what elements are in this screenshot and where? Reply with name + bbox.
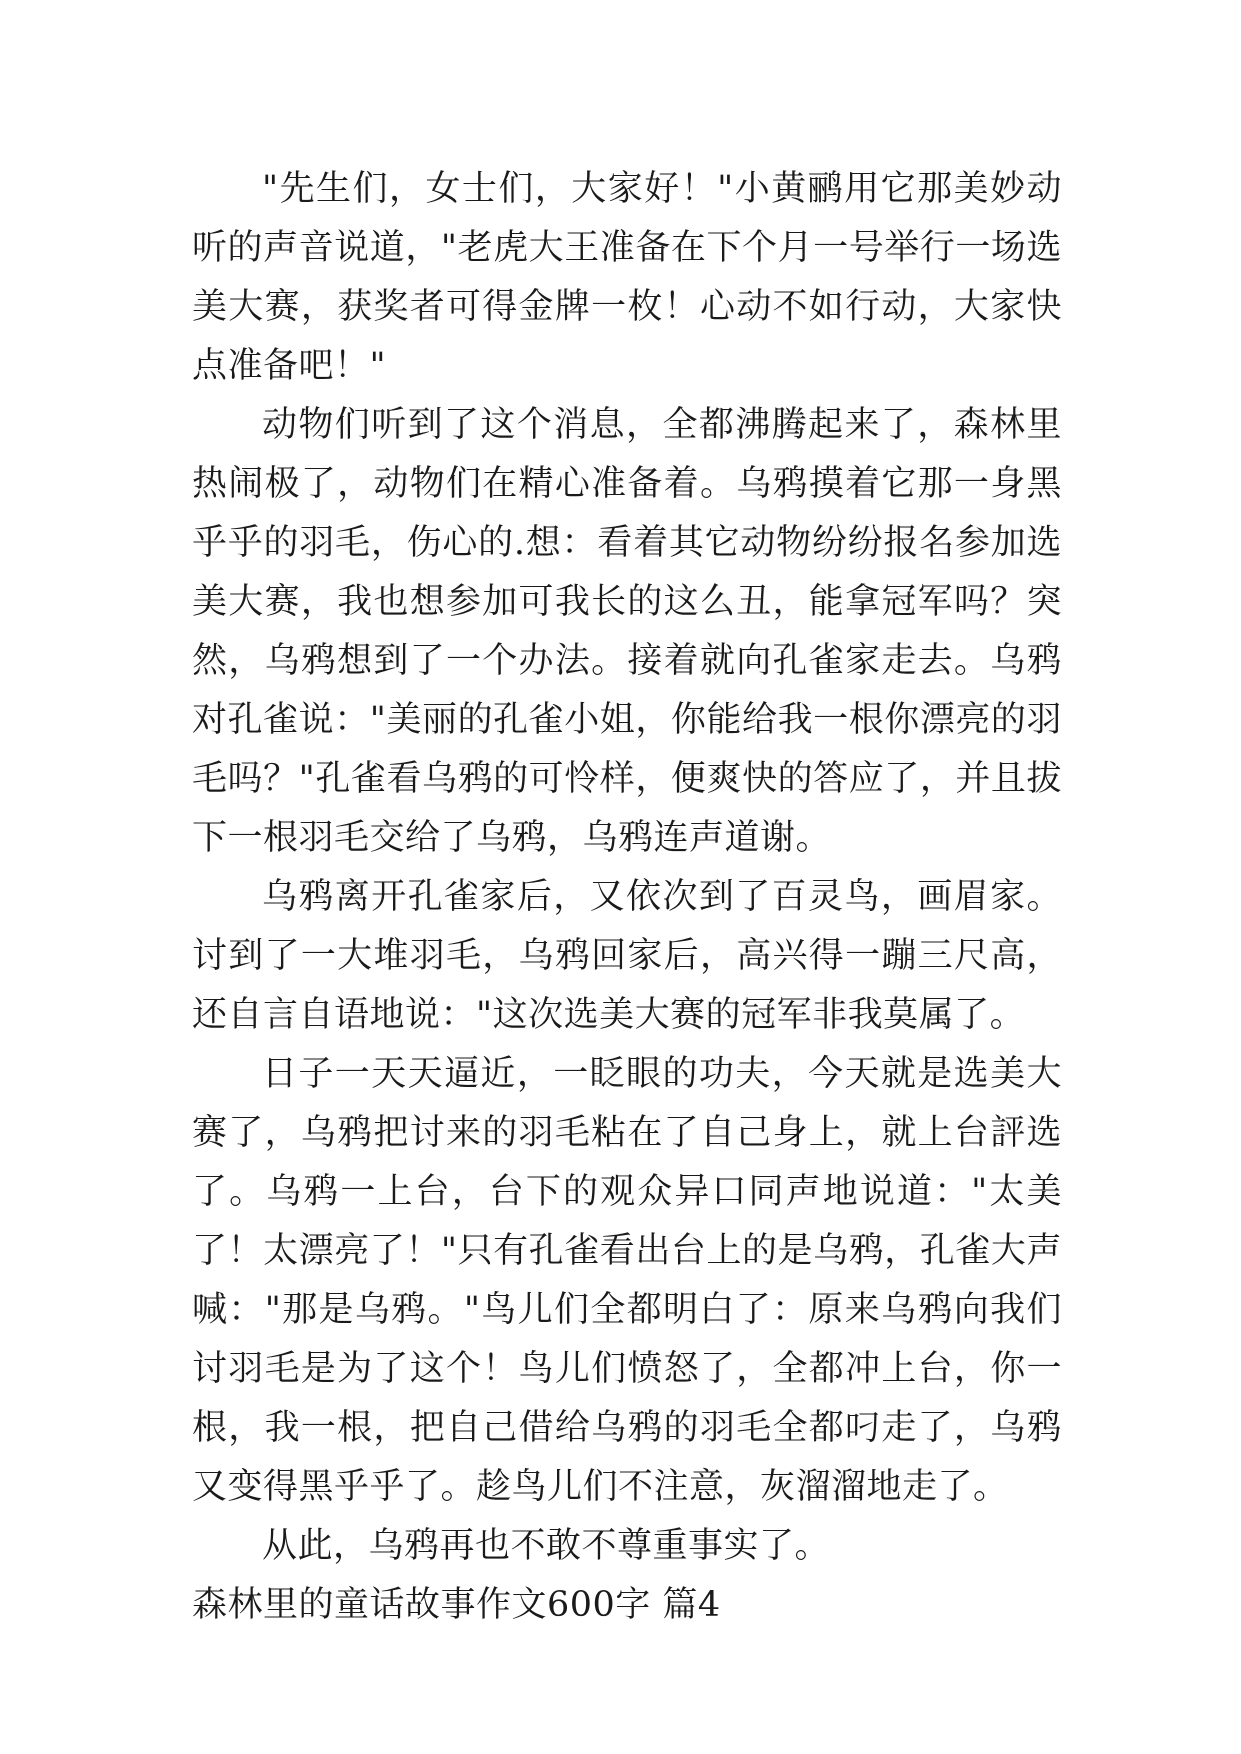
paragraph-collect-feathers: 乌鸦离开孔雀家后，又依次到了百灵鸟，画眉家。讨到了一大堆羽毛，乌鸦回家后，高兴得一蹦三尺高，还自言自语地说："这次选美大赛的冠军非我莫属了。 xyxy=(192,877,1062,1035)
section-heading: 森林里的童话故事作文600字 篇4 xyxy=(192,1585,721,1625)
paragraph-crow-idea: 动物们听到了这个消息，全都沸腾起来了，森林里热闹极了，动物们在精心准备着。乌鸦摸着它那一身黑乎乎的羽毛，伤心的.想：看着其它动物纷纷报名参加选美大赛，我也想参加可我长的这么丑，能拿冠军吗？突然，乌鸦想到了一个办法。接着就向孔雀家走去。乌鸦对孔雀说："美丽的孔雀小姐，你能给我一根你漂亮的羽毛吗？"孔雀看乌鸦的可怜样，便爽快的答应了，并且拔下一根羽毛交给了乌鸦，乌鸦连声道谢。 xyxy=(192,405,1062,858)
paragraph-announcement: "先生们，女士们，大家好！"小黄鹂用它那美妙动听的声音说道，"老虎大王准备在下个月一号举行一场选美大赛，获奖者可得金牌一枚！心动不如行动，大家快点准备吧！" xyxy=(192,169,1062,386)
paragraph-moral: 从此，乌鸦再也不敢不尊重事实了。 xyxy=(262,1526,831,1566)
article-body xyxy=(192,160,1062,1635)
paragraph-contest-day: 日子一天天逼近，一眨眼的功夫，今天就是选美大赛了，乌鸦把讨来的羽毛粘在了自己身上，就上台評选了。乌鸦一上台，台下的观众异口同声地说道："太美了！太漂亮了！"只有孔雀看出台上的是乌鸦，孔雀大声喊："那是乌鸦。"鸟儿们全都明白了：原来乌鸦向我们讨羽毛是为了这个！鸟儿们愤怒了，全都冲上台，你一根，我一根，把自己借给乌鸦的羽毛全都叼走了，乌鸦又变得黑乎乎了。趁鸟儿们不注意，灰溜溜地走了。 xyxy=(192,1054,1062,1507)
